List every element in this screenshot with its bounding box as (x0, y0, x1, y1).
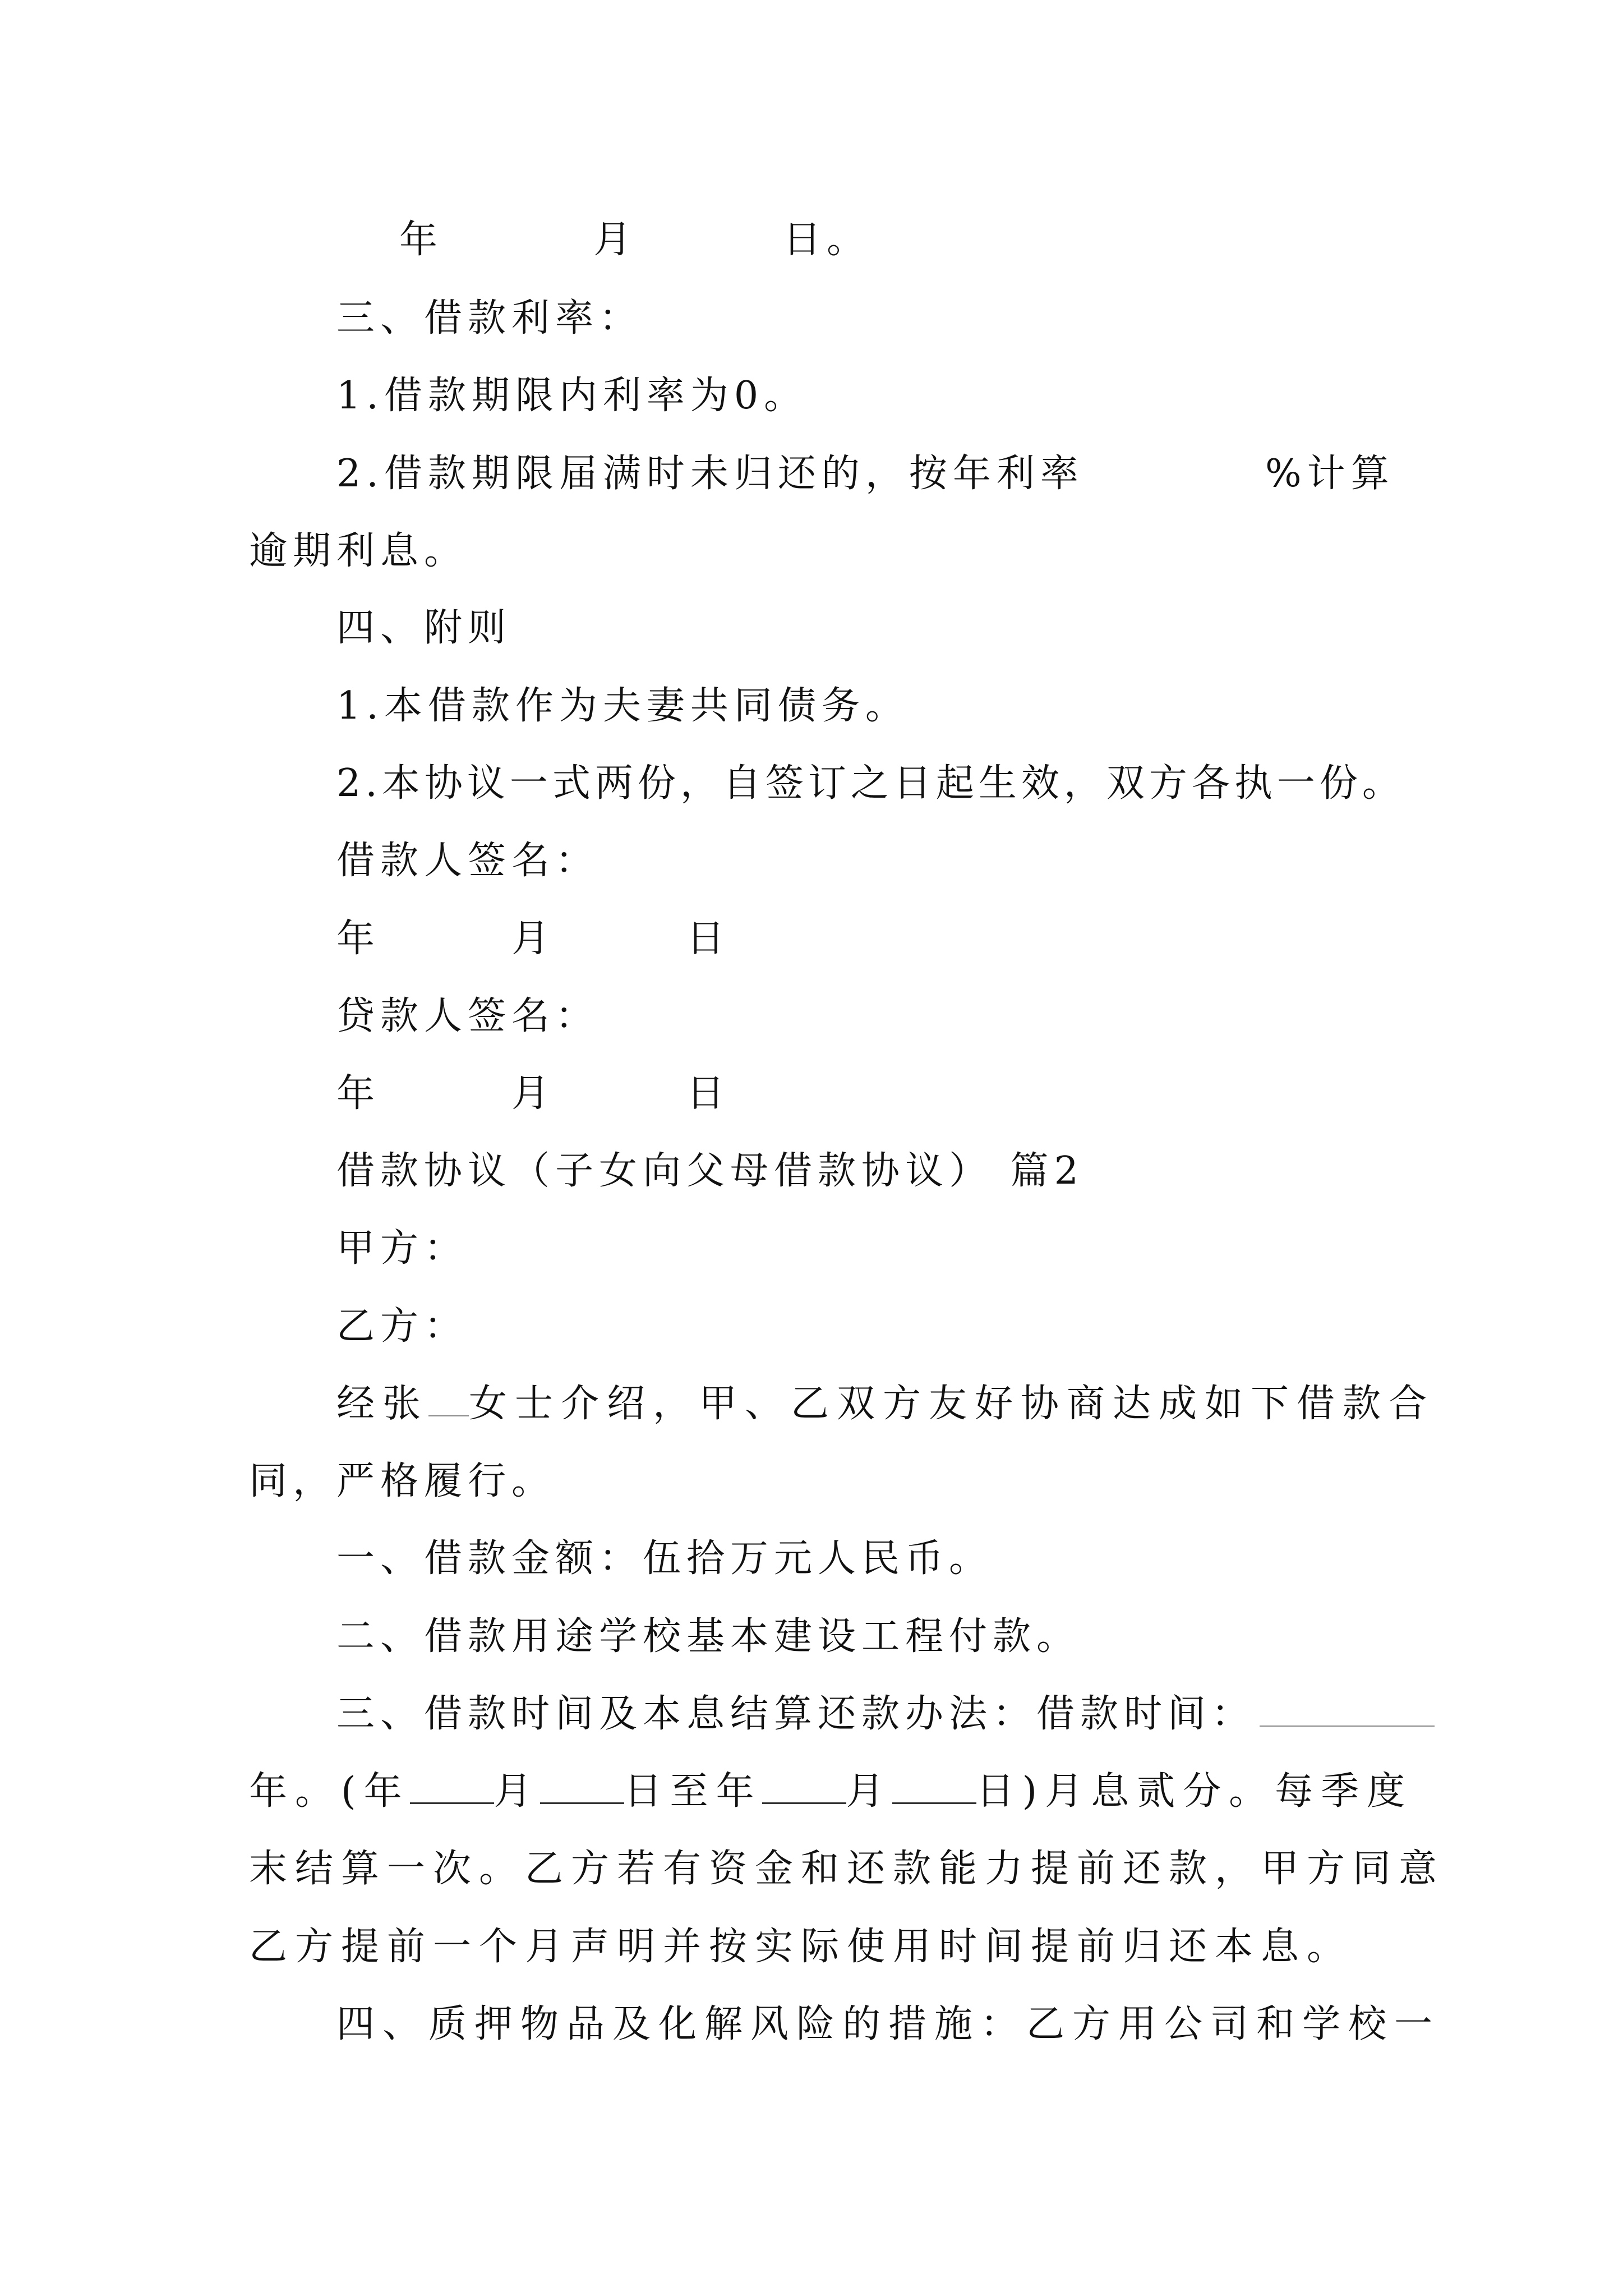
term-text-a: 年。(年 (249, 1769, 410, 1814)
date-line-3 (336, 1066, 730, 1122)
section-heading-interest: 三、借款利率： (336, 296, 643, 341)
clause-interest-2a: 2.借款期限届满时未归还的，按年利率 (336, 452, 1084, 496)
blank-start-year (410, 1768, 494, 1804)
borrower-signature-label: 借款人签名： (336, 839, 600, 883)
date-year: 年 (336, 1071, 381, 1116)
date-year: 年 (399, 218, 444, 262)
clause-interest-2b: %计算 (1265, 452, 1395, 496)
name-blank (428, 1381, 469, 1416)
clause-collateral: 四、质押物品及化解风险的措施：乙方用公司和学校一 (336, 2002, 1441, 2046)
section-heading-appendix: 四、附则 (336, 606, 512, 650)
clause-loan-term-cont (249, 1764, 1413, 1820)
date-day: 日。 (783, 218, 871, 262)
intro-text-b: 女士介绍，甲、乙双方友好协商达成如下借款合 (469, 1382, 1435, 1426)
date-day: 日 (686, 917, 731, 961)
term-text-b: 月 (494, 1769, 540, 1814)
intro-text-a: 经张 (336, 1382, 429, 1426)
term-text-e: 日)月息贰分。每季度 (976, 1769, 1413, 1814)
clause-loan-term-cont-3: 乙方提前一个月声明并按实际使用时间提前归还本息。 (249, 1925, 1353, 1969)
intro-paragraph (336, 1376, 1435, 1432)
clause-loan-amount: 一、借款金额：伍拾万元人民币。 (336, 1536, 993, 1581)
date-month: 月 (511, 917, 556, 961)
party-b-label: 乙方： (336, 1304, 468, 1349)
blank-start-month (540, 1768, 624, 1804)
date-year: 年 (336, 917, 381, 961)
date-month: 月 (593, 218, 638, 262)
blank-end-year (762, 1768, 846, 1804)
loan-term-text: 三、借款时间及本息结算还款办法：借款时间： (336, 1692, 1256, 1736)
clause-loan-purpose: 二、借款用途学校基本建设工程付款。 (336, 1614, 1081, 1659)
agreement-title: 借款协议（子女向父母借款协议） 篇2 (336, 1149, 1084, 1193)
party-a-label: 甲方： (336, 1226, 468, 1271)
date-line-2 (336, 911, 730, 967)
clause-loan-term (336, 1686, 1435, 1742)
loan-term-blank (1260, 1691, 1435, 1727)
date-line-1 (399, 212, 870, 268)
term-text-c: 日至年 (624, 1769, 762, 1814)
intro-paragraph-cont: 同，严格履行。 (249, 1459, 556, 1503)
clause-appendix-1: 1.本借款作为夫妻共同债务。 (336, 684, 909, 728)
lender-signature-label: 贷款人签名： (336, 994, 600, 1038)
blank-end-month (892, 1768, 976, 1804)
clause-interest-1: 1.借款期限内利率为0。 (336, 374, 808, 418)
clause-appendix-2: 2.本协议一式两份，自签订之日起生效，双方各执一份。 (336, 761, 1405, 806)
term-text-d: 月 (846, 1769, 892, 1814)
date-month: 月 (511, 1071, 556, 1116)
date-day: 日 (686, 1071, 731, 1116)
clause-interest-2-cont: 逾期利息。 (249, 529, 468, 573)
clause-loan-term-cont-2: 末结算一次。乙方若有资金和还款能力提前还款，甲方同意 (249, 1847, 1445, 1891)
